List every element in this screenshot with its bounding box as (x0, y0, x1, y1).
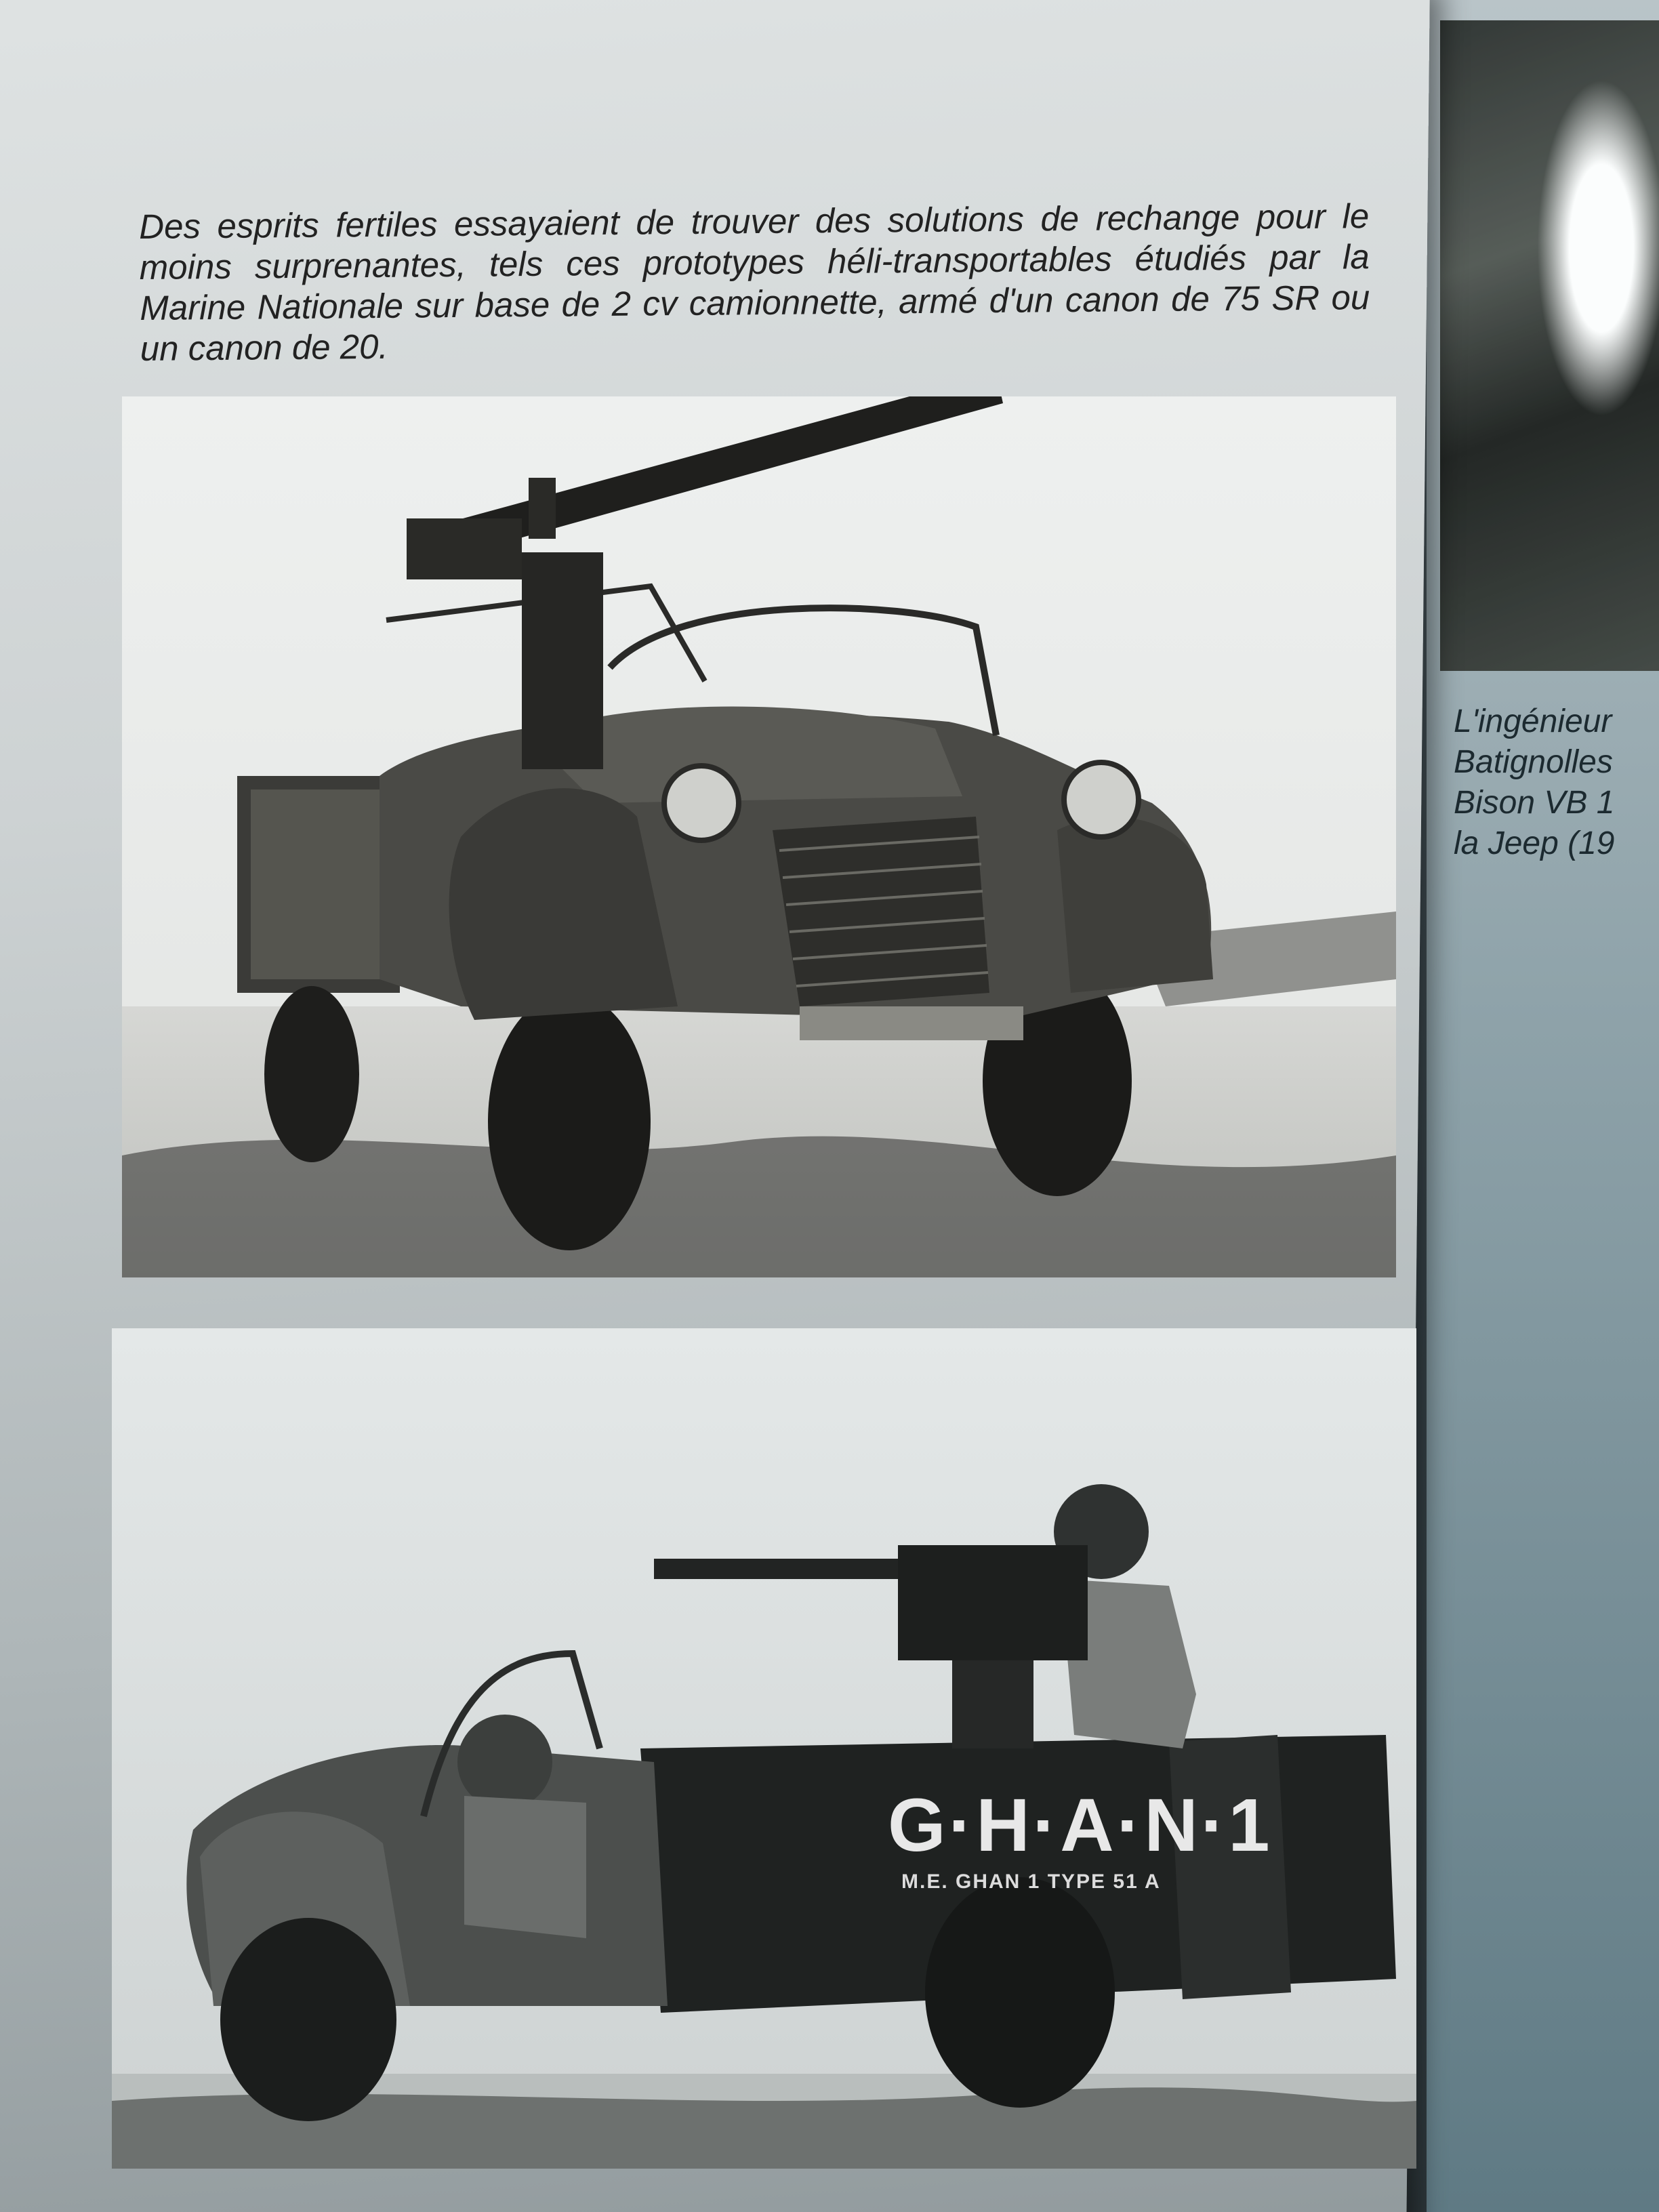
photo-caption: Des esprits fertiles essayaient de trouver des solutions de rechange pour le moins surprenantes, tels ces prototypes héli-transportables étudiés par la Marine Nationale sur base de 2 cv camionnette, armé d'un canon de 75 SR ou un canon de 20. (139, 197, 1370, 368)
vehicle-submarking: M.E. GHAN 1 TYPE 51 A (901, 1870, 1161, 1893)
photo-2cv-75sr-prototype (122, 396, 1396, 1277)
facing-page-photo (1440, 20, 1659, 671)
photo-2cv-ghan-1-prototype (112, 1328, 1416, 2169)
vehicle-marking: G·H·A·N·1 (888, 1784, 1273, 1867)
facing-page-caption: L'ingénieur Batignolles Bison VB 1 la Jeep (19 (1454, 703, 1615, 861)
